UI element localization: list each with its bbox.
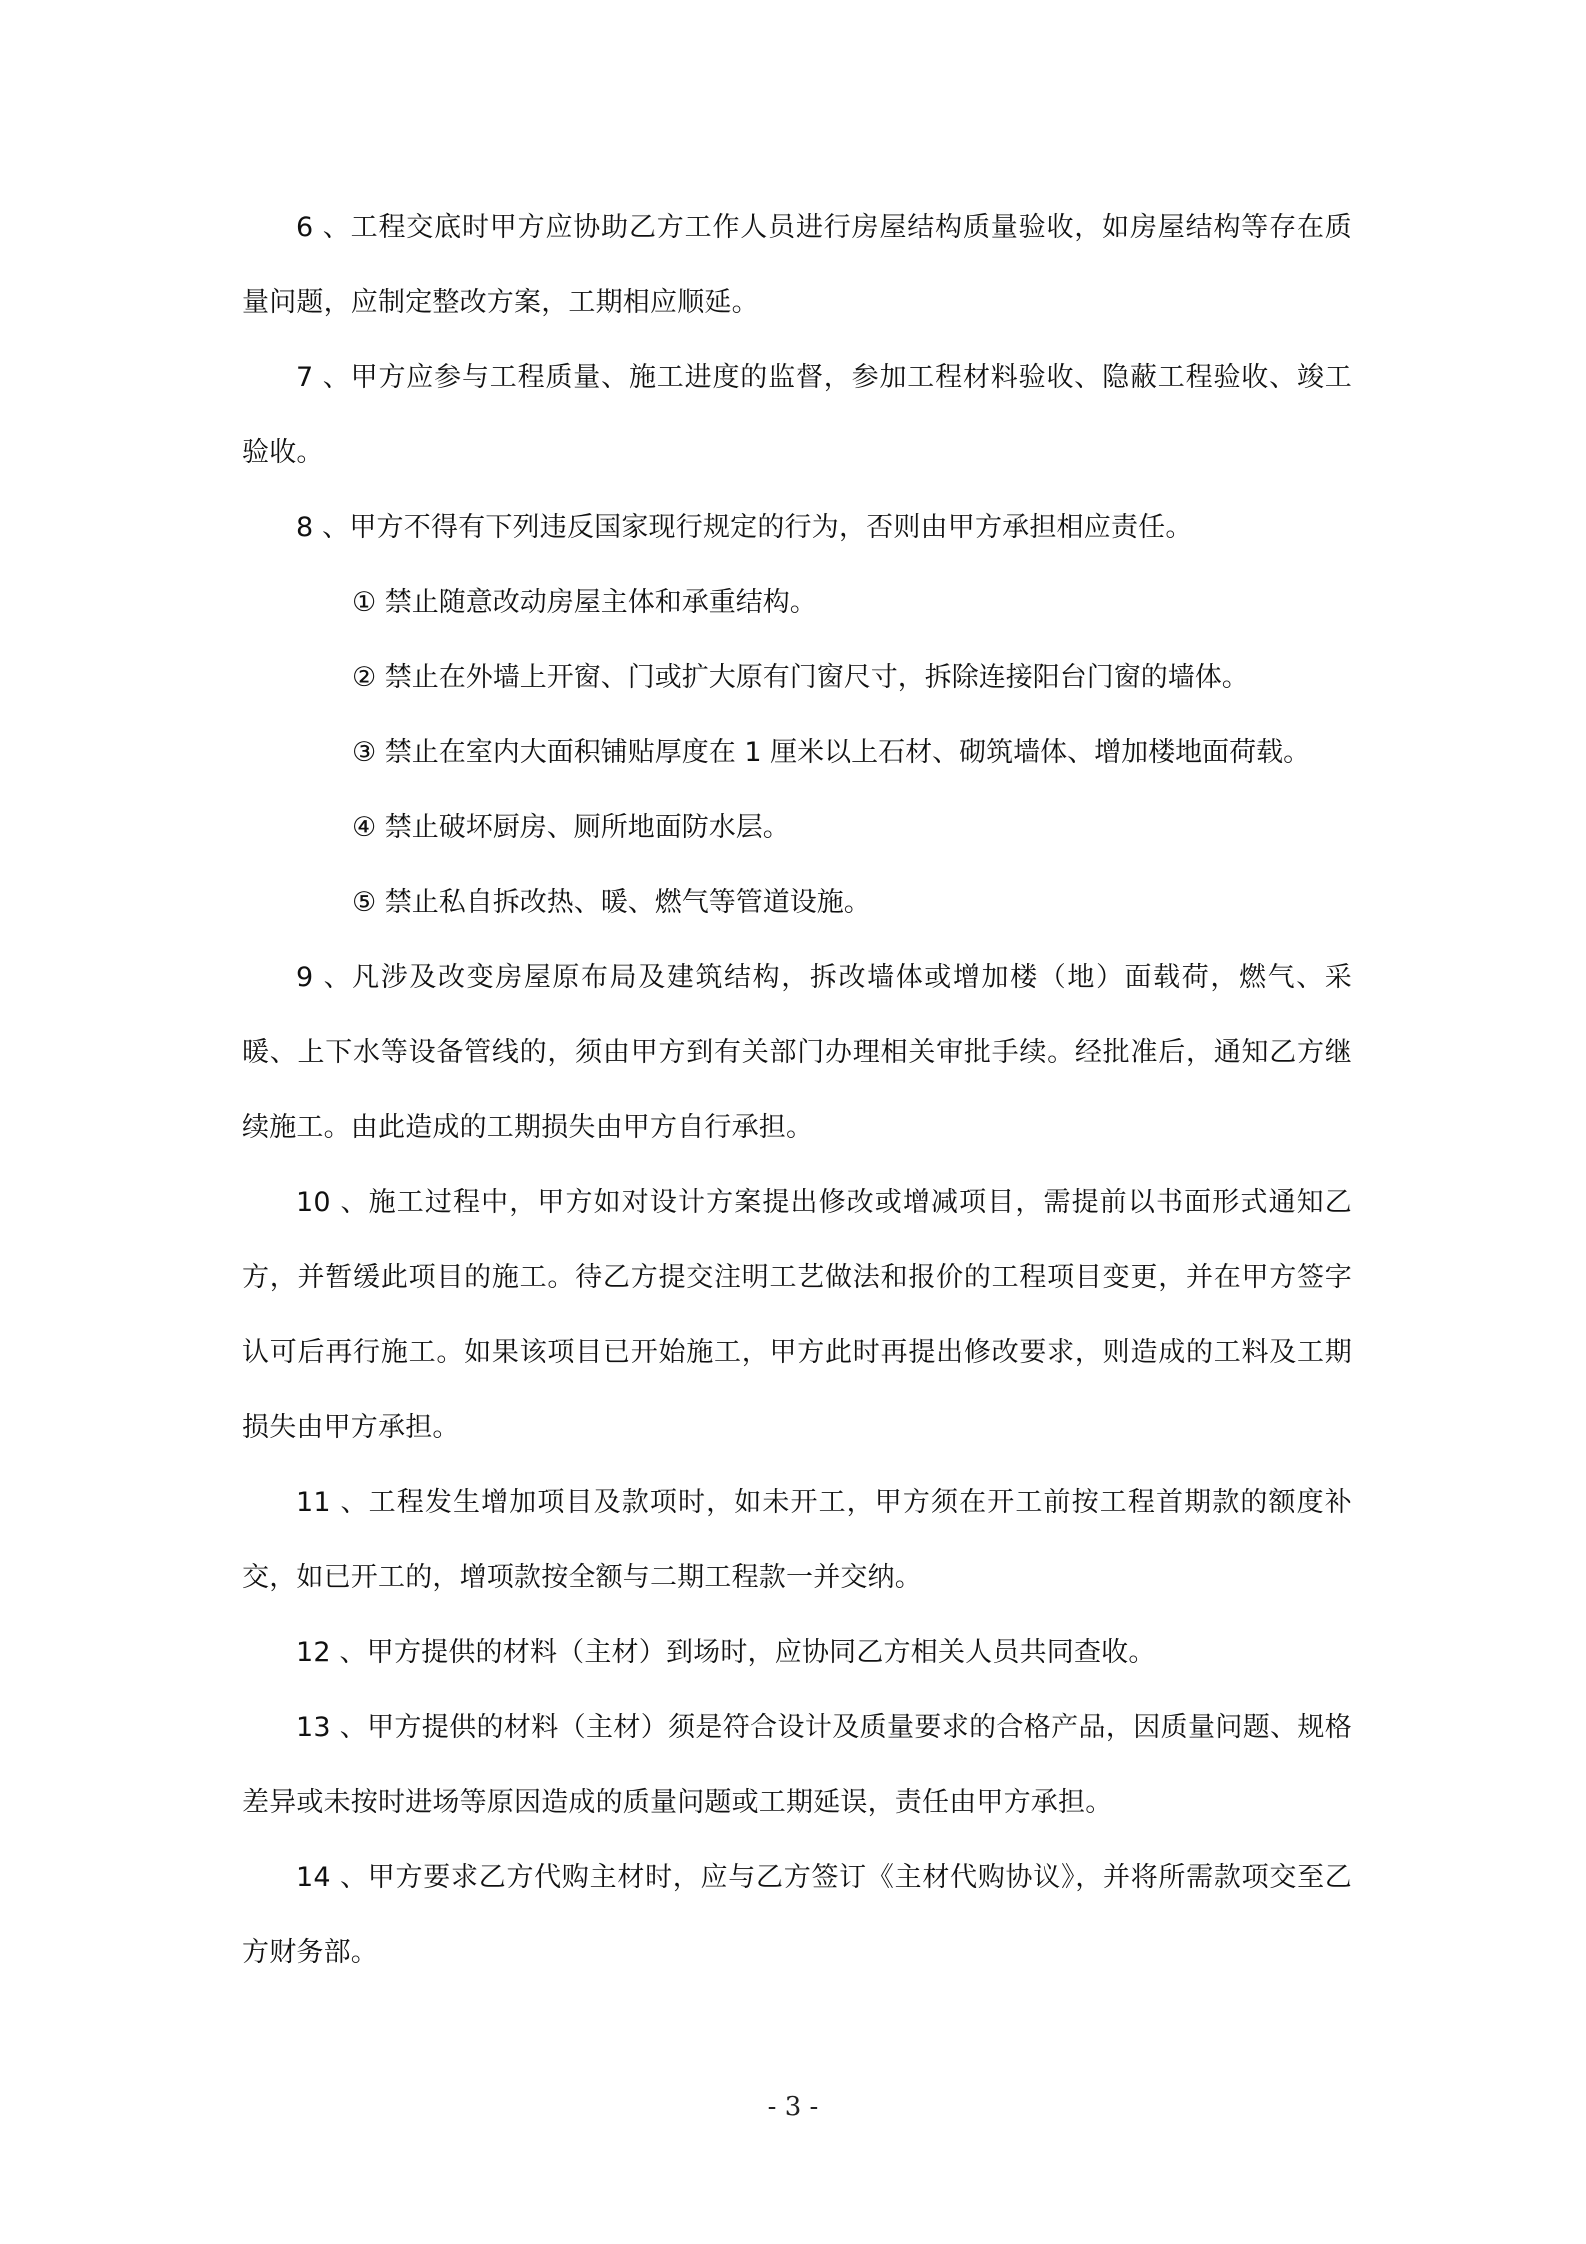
clause-12: 12 、甲方提供的材料（主材）到场时，应协同乙方相关人员共同查收。 (296, 1637, 1156, 1668)
clause-9: 9 、凡涉及改变房屋原布局及建筑结构，拆改墙体或增加楼（地）面载荷，燃气、采暖、上下水等设备管线的，须由甲方到有关部门办理相关审批手续。经批准后，通知乙方继续施工。由此造成的工期损失由甲方自行承担。 (242, 962, 1352, 1143)
clause-13: 13 、甲方提供的材料（主材）须是符合设计及质量要求的合格产品，因质量问题、规格差异或未按时进场等原因造成的质量问题或工期延误，责任由甲方承担。 (242, 1712, 1352, 1818)
clause-10: 10 、施工过程中，甲方如对设计方案提出修改或增减项目，需提前以书面形式通知乙方，并暂缓此项目的施工。待乙方提交注明工艺做法和报价的工程项目变更，并在甲方签字认可后再行施工。如果该项目已开始施工，甲方此时再提出修改要求，则造成的工料及工期损失由甲方承担。 (242, 1187, 1352, 1443)
document-body (242, 190, 1352, 1990)
clause-8: 8 、甲方不得有下列违反国家现行规定的行为，否则由甲方承担相应责任。 (296, 512, 1193, 543)
sub-item-1: ① 禁止随意改动房屋主体和承重结构。 (352, 587, 817, 618)
sub-item-2: ② 禁止在外墙上开窗、门或扩大原有门窗尺寸，拆除连接阳台门窗的墙体。 (352, 662, 1249, 693)
clause-14: 14 、甲方要求乙方代购主材时，应与乙方签订《主材代购协议》，并将所需款项交至乙方财务部。 (242, 1862, 1352, 1968)
page-number: - 3 - (767, 2092, 819, 2122)
clause-11: 11 、工程发生增加项目及款项时，如未开工，甲方须在开工前按工程首期款的额度补交，如已开工的，增项款按全额与二期工程款一并交纳。 (242, 1487, 1352, 1593)
clause-6: 6 、工程交底时甲方应协助乙方工作人员进行房屋结构质量验收，如房屋结构等存在质量问题，应制定整改方案，工期相应顺延。 (242, 212, 1352, 318)
sub-item-5: ⑤ 禁止私自拆改热、暖、燃气等管道设施。 (352, 887, 871, 918)
clause-7: 7 、甲方应参与工程质量、施工进度的监督，参加工程材料验收、隐蔽工程验收、竣工验收。 (242, 362, 1352, 468)
sub-item-3: ③ 禁止在室内大面积铺贴厚度在 1 厘米以上石材、砌筑墙体、增加楼地面荷载。 (352, 737, 1311, 768)
sub-item-4: ④ 禁止破坏厨房、厕所地面防水层。 (352, 812, 790, 843)
